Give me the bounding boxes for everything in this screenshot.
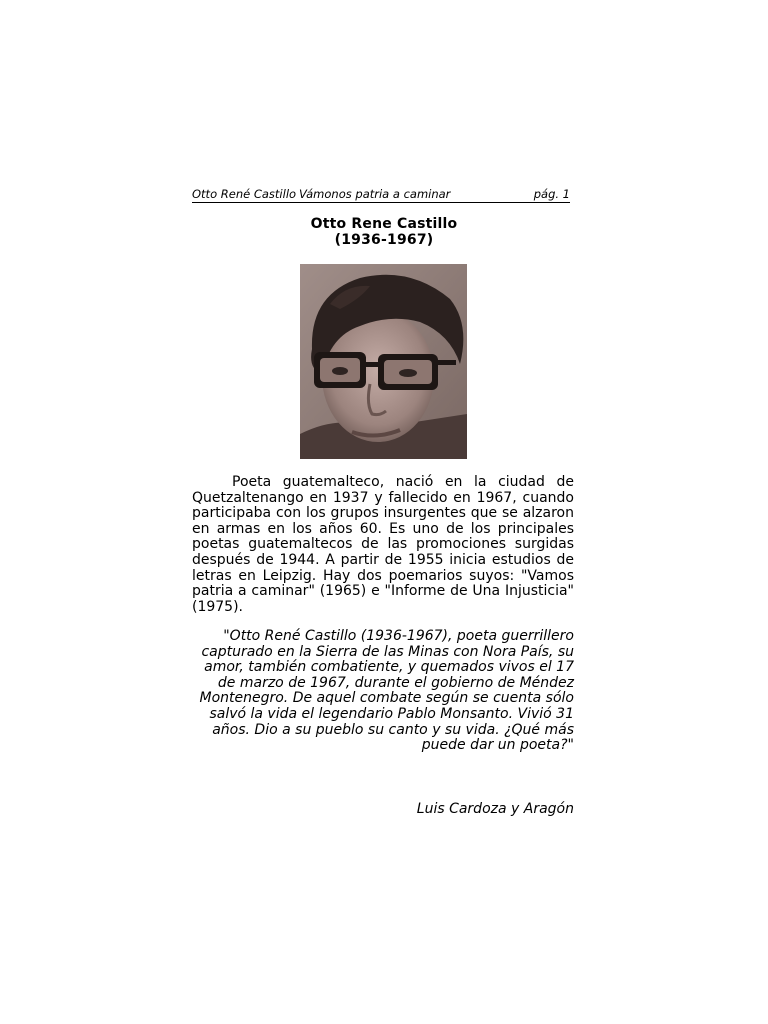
page-title: Otto Rene Castillo	[310, 216, 458, 232]
quote-open-mark: "	[223, 628, 230, 644]
quote-block	[192, 629, 574, 754]
author-portrait	[300, 264, 467, 459]
quote-attribution: Luis Cardoza y Aragón	[416, 801, 574, 817]
quote-close-mark: "	[567, 737, 574, 754]
quote-text: Otto René Castillo (1936-1967), poeta guerrillero capturado en la Sierra de las Minas con Nora País, su amor, también combatiente, y quemados vivos el 17 de marzo de 1967, durante el gobierno de Méndez Montenegro. De aquel combate según se cuenta sólo salvó la vida el legendario Pablo Monsanto. Vivió 31 años. Dio a su pueblo su canto y su vida. ¿Qué más puede dar un poeta?	[199, 628, 574, 754]
running-header	[192, 186, 570, 203]
header-book-title: Vámonos patria a caminar	[299, 187, 451, 201]
header-author: Otto René Castillo	[192, 187, 297, 201]
biography-paragraph: Poeta guatemalteco, nació en la ciudad de Quetzaltenango en 1937 y fallecido en 1967, cuando participaba con los grupos insurgentes que se alzaron en armas en los años 60. Es uno de los principales poetas guatemaltecos de las promociones surgidas después de 1944. A partir de 1955 inicia estudios de letras en Leipzig. Hay dos poemarios suyos: "Vamos patria a caminar" (1965) e "Informe de Una Injusticia" (1975).	[192, 474, 574, 615]
header-page-number: pág. 1	[533, 187, 570, 201]
page-subtitle-years: (1936-1967)	[334, 232, 434, 248]
